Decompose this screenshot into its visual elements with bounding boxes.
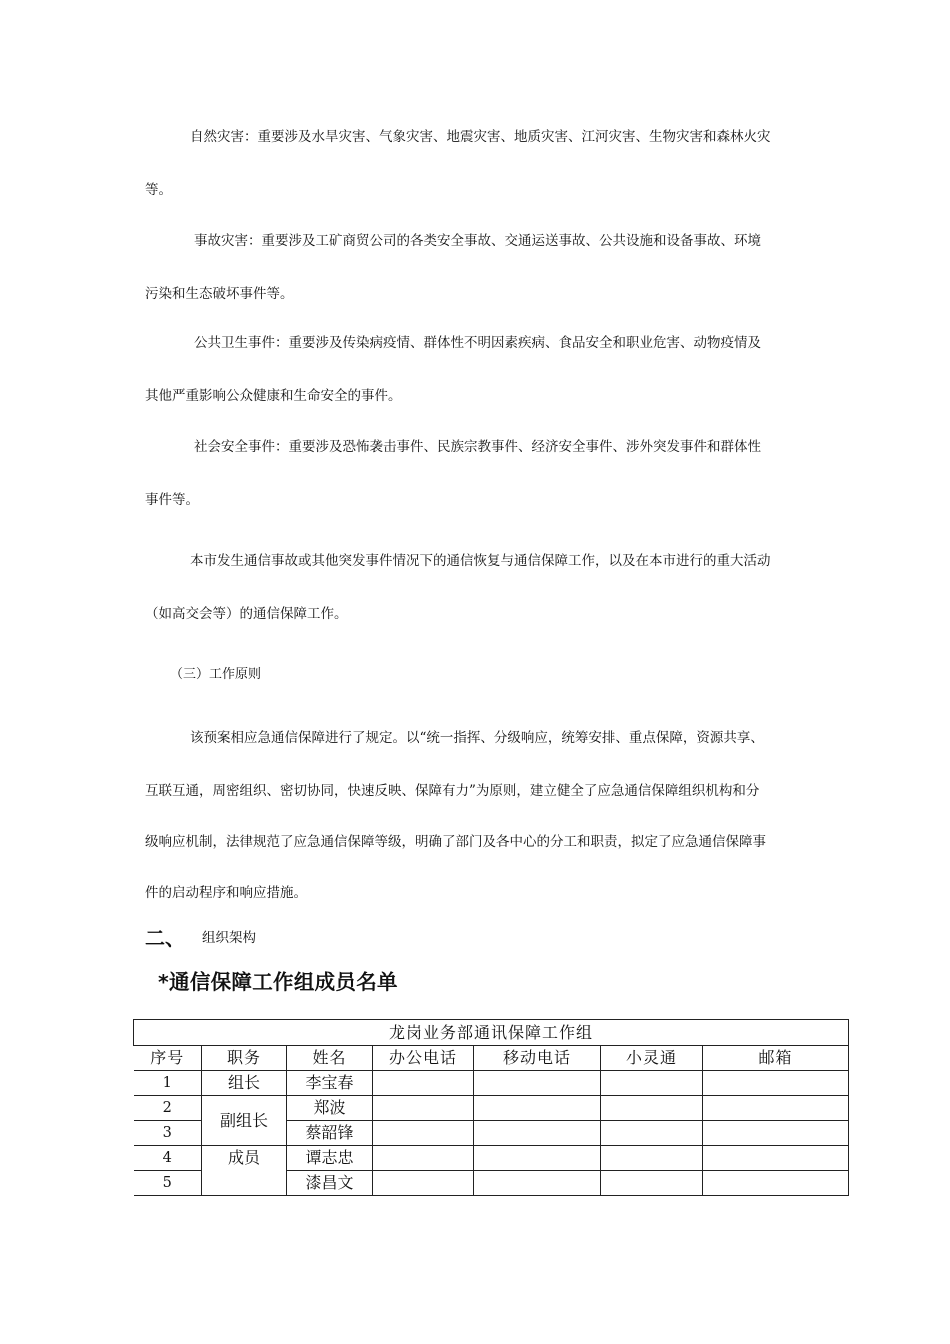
row-name: 谭志忠 bbox=[287, 1146, 373, 1171]
table-row bbox=[134, 1071, 849, 1096]
row-office-phone bbox=[373, 1096, 474, 1121]
paragraph-principle-line3: 级响应机制，法律规范了应急通信保障等级，明确了部门及各中心的分工和职责，拟定了应急通信保障事 bbox=[145, 834, 766, 850]
header-mobile-phone: 移动电话 bbox=[474, 1046, 601, 1071]
row-position: 副组长 bbox=[202, 1096, 287, 1146]
row-seq: 5 bbox=[134, 1171, 202, 1196]
row-mobile-phone bbox=[474, 1146, 601, 1171]
header-name: 姓名 bbox=[287, 1046, 373, 1071]
roster-title: *通信保障工作组成员名单 bbox=[158, 970, 398, 994]
row-phs bbox=[601, 1096, 703, 1121]
paragraph-public-health-line2: 其他严重影响公众健康和生命安全的事件。 bbox=[145, 388, 402, 404]
section3-heading: （三）工作原则 bbox=[170, 667, 262, 682]
header-phs: 小灵通 bbox=[601, 1046, 703, 1071]
paragraph-principle-line4: 件的启动程序和响应措施。 bbox=[145, 885, 307, 901]
row-email bbox=[703, 1071, 849, 1096]
header-position: 职务 bbox=[202, 1046, 287, 1071]
paragraph-scope-line1: 本市发生通信事故或其他突发事件情况下的通信恢复与通信保障工作，以及在本市进行的重大活动 bbox=[190, 553, 771, 569]
paragraph-public-health-line1: 公共卫生事件：重要涉及传染病疫情、群体性不明因素疾病、食品安全和职业危害、动物疫情及 bbox=[194, 335, 761, 351]
table-row bbox=[134, 1146, 849, 1171]
row-office-phone bbox=[373, 1171, 474, 1196]
row-office-phone bbox=[373, 1146, 474, 1171]
row-office-phone bbox=[373, 1071, 474, 1096]
paragraph-natural-disaster-line2: 等。 bbox=[145, 182, 172, 198]
paragraph-accident-disaster-line2: 污染和生态破坏事件等。 bbox=[145, 286, 294, 302]
row-mobile-phone bbox=[474, 1071, 601, 1096]
header-email: 邮箱 bbox=[703, 1046, 849, 1071]
roster-header-row bbox=[134, 1046, 849, 1071]
row-name: 李宝春 bbox=[287, 1071, 373, 1096]
header-seq: 序号 bbox=[134, 1046, 202, 1071]
row-email bbox=[703, 1146, 849, 1171]
roster-table bbox=[133, 1019, 849, 1196]
paragraph-scope-line2: （如高交会等）的通信保障工作。 bbox=[145, 606, 348, 622]
paragraph-natural-disaster-line1: 自然灾害：重要涉及水旱灾害、气象灾害、地震灾害、地质灾害、江河灾害、生物灾害和森林火灾 bbox=[190, 129, 771, 145]
paragraph-social-security-line1: 社会安全事件：重要涉及恐怖袭击事件、民族宗教事件、经济安全事件、涉外突发事件和群体性 bbox=[194, 439, 761, 455]
row-name: 郑波 bbox=[287, 1096, 373, 1121]
row-phs bbox=[601, 1146, 703, 1171]
paragraph-principle-line1: 该预案相应急通信保障进行了规定。以“统一指挥、分级响应，统筹安排、重点保障，资源共享、 bbox=[190, 730, 764, 746]
row-phs bbox=[601, 1071, 703, 1096]
row-seq: 2 bbox=[134, 1096, 202, 1121]
row-seq: 3 bbox=[134, 1121, 202, 1146]
row-name: 漆昌文 bbox=[287, 1171, 373, 1196]
row-position: 组长 bbox=[202, 1071, 287, 1096]
row-email bbox=[703, 1096, 849, 1121]
section2-title: 组织架构 bbox=[202, 930, 256, 946]
roster-caption-row bbox=[134, 1020, 849, 1046]
row-name: 蔡韶锋 bbox=[287, 1121, 373, 1146]
row-seq: 1 bbox=[134, 1071, 202, 1096]
row-seq: 4 bbox=[134, 1146, 202, 1171]
paragraph-accident-disaster-line1: 事故灾害：重要涉及工矿商贸公司的各类安全事故、交通运送事故、公共设施和设备事故、环境 bbox=[194, 233, 761, 249]
section2-number: 二、 bbox=[145, 926, 185, 950]
row-phs bbox=[601, 1121, 703, 1146]
paragraph-principle-line2: 互联互通，周密组织、密切协同，快速反映、保障有力”为原则，建立健全了应急通信保障组织机构和分 bbox=[145, 783, 760, 799]
row-phs bbox=[601, 1171, 703, 1196]
table-row bbox=[134, 1096, 849, 1121]
row-mobile-phone bbox=[474, 1096, 601, 1121]
paragraph-social-security-line2: 事件等。 bbox=[145, 492, 199, 508]
row-mobile-phone bbox=[474, 1121, 601, 1146]
row-email bbox=[703, 1121, 849, 1146]
row-mobile-phone bbox=[474, 1171, 601, 1196]
row-email bbox=[703, 1171, 849, 1196]
row-position: 成员 bbox=[202, 1146, 287, 1196]
header-office-phone: 办公电话 bbox=[373, 1046, 474, 1071]
roster-caption: 龙岗业务部通讯保障工作组 bbox=[134, 1020, 849, 1046]
row-office-phone bbox=[373, 1121, 474, 1146]
